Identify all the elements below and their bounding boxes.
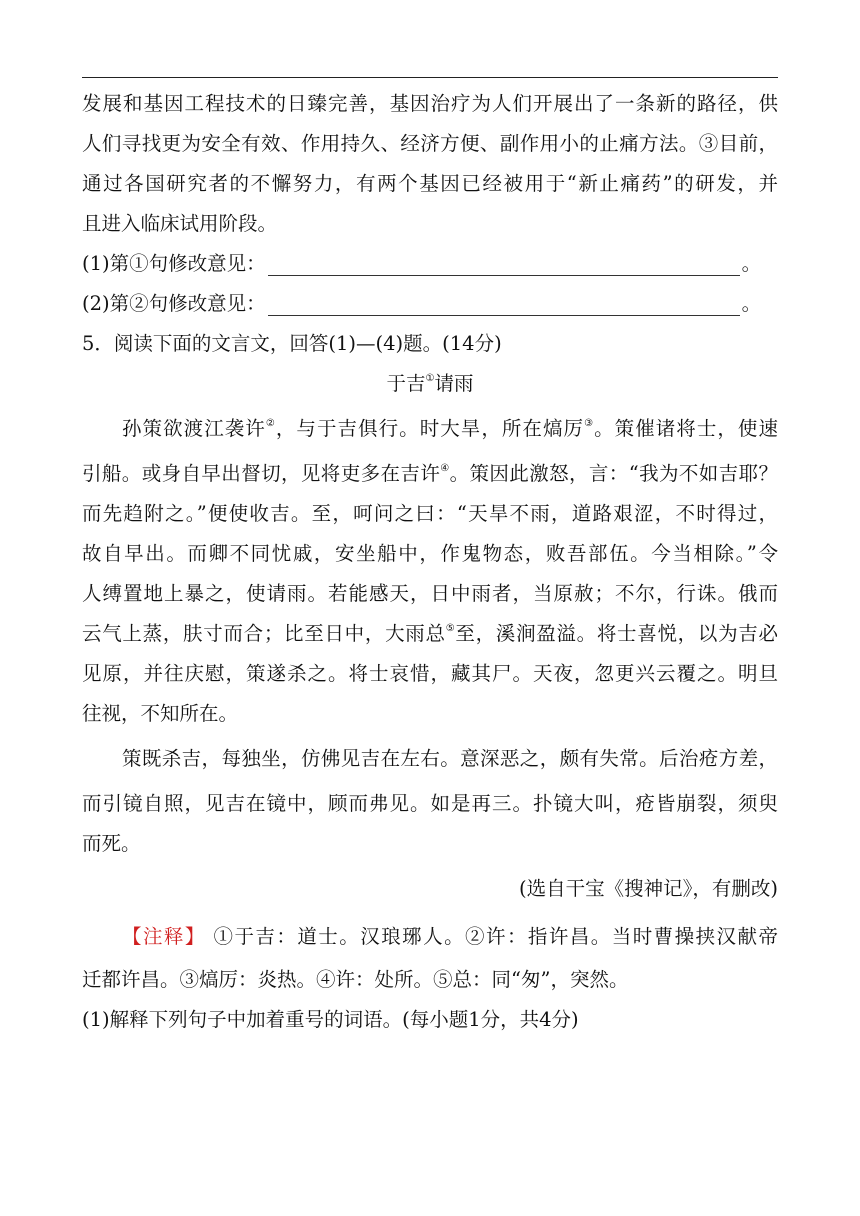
footnote-marker: ② (265, 418, 276, 429)
answer-blank-1[interactable] (268, 249, 740, 276)
classical-para2-line: 策既杀吉，每独坐，仿佛见吉在左右。意深恶之，颇有失常。后治疮方差， (122, 747, 778, 770)
footnote-marker: ④ (440, 463, 450, 474)
classical-para2-line: 而引镜自照，见吉在镜中，顾而弗见。如是再三。扑镜大叫，疮皆崩裂，须臾 (82, 792, 778, 815)
source-citation: (选自干宝《搜神记》，有删改) (519, 877, 778, 900)
classical-para1-line (82, 404, 778, 454)
text-run: ，与于吉俱行。时大旱，所在熇厉 (275, 417, 585, 440)
notes-text: ①于吉：道士。汉琅琊人。②许：指许昌。当时曹操挟汉献帝 (205, 925, 778, 948)
revision-question-2 (82, 284, 778, 324)
sub-question-1: (1)解释下列句子中加着重号的词语。(每小题1分，共4分) (82, 1008, 579, 1031)
passage-line: 发展和基因工程技术的日臻完善，基因治疗为人们开展出了一条新的路径，供 (82, 92, 778, 115)
text-run: 。策因此激怒，言：“我为不如吉耶？ (449, 462, 778, 485)
classical-para1-line: 往视，不知所在。 (82, 702, 239, 725)
classical-para1-line: 人缚置地上暴之，使请雨。若能感天，日中雨者，当原赦；不尔，行诛。俄而 (82, 582, 778, 605)
document-content (82, 84, 778, 1040)
classical-para1-line: 而先趋附之。”便使收吉。至，呵问之曰：“天旱不雨，道路艰涩，不时得过， (82, 502, 778, 525)
footnote-marker: ① (425, 373, 435, 384)
footnote-marker: ③ (584, 418, 595, 429)
footnote-marker: ⑤ (445, 623, 456, 634)
classical-para1-line: 故自早出。而卿不同忧戚，安坐船中，作鬼物态，败吾部伍。今当相除。”令 (82, 542, 778, 565)
notes-tag: 【注释】 (122, 925, 206, 948)
notes-line (82, 914, 778, 960)
classical-para1-line (82, 454, 778, 494)
revision-end-mark: 。 (741, 292, 762, 315)
classical-title (82, 364, 778, 404)
header-rule (82, 77, 778, 78)
passage-line: 人们寻找更为安全有效、作用持久、经济方便、副作用小的止痛方法。③目前， (82, 132, 778, 155)
question-5-prompt: 5．阅读下面的文言文，回答(1)—(4)题。(14分) (82, 332, 502, 355)
classical-para1-line (82, 614, 778, 654)
revision-question-1 (82, 244, 778, 284)
notes-line: 迁都许昌。③熇厉：炎热。④许：处所。⑤总：同“匆”，突然。 (82, 968, 629, 991)
passage-line: 通过各国研究者的不懈努力，有两个基因已经被用于“新止痛药”的研发，并 (82, 172, 778, 195)
document-page (82, 0, 778, 1216)
revision-question-1-label: (1)第①句修改意见： (82, 252, 266, 275)
text-run: 。策催诸将士，使速 (594, 417, 778, 440)
classical-para1-line: 见原，并往庆慰，策遂杀之。将士哀惜，藏其尸。天夜，忽更兴云覆之。明旦 (82, 662, 778, 685)
answer-blank-2[interactable] (268, 289, 740, 316)
classical-title-tail: 请雨 (434, 372, 474, 395)
revision-question-2-label: (2)第②句修改意见： (82, 292, 266, 315)
revision-end-mark: 。 (741, 252, 762, 275)
passage-line: 且进入临床试用阶段。 (82, 212, 278, 235)
text-run: 至，溪涧盈溢。将士喜悦，以为吉必 (455, 622, 778, 645)
classical-title-main: 于吉 (386, 372, 426, 395)
text-run: 云气上蒸，肤寸而合；比至日中，大雨总 (82, 622, 446, 645)
classical-para2-line: 而死。 (82, 832, 141, 855)
text-run: 孙策欲渡江袭许 (122, 417, 266, 440)
text-run: 引船。或身自早出督切，见将吏多在吉许 (82, 462, 441, 485)
